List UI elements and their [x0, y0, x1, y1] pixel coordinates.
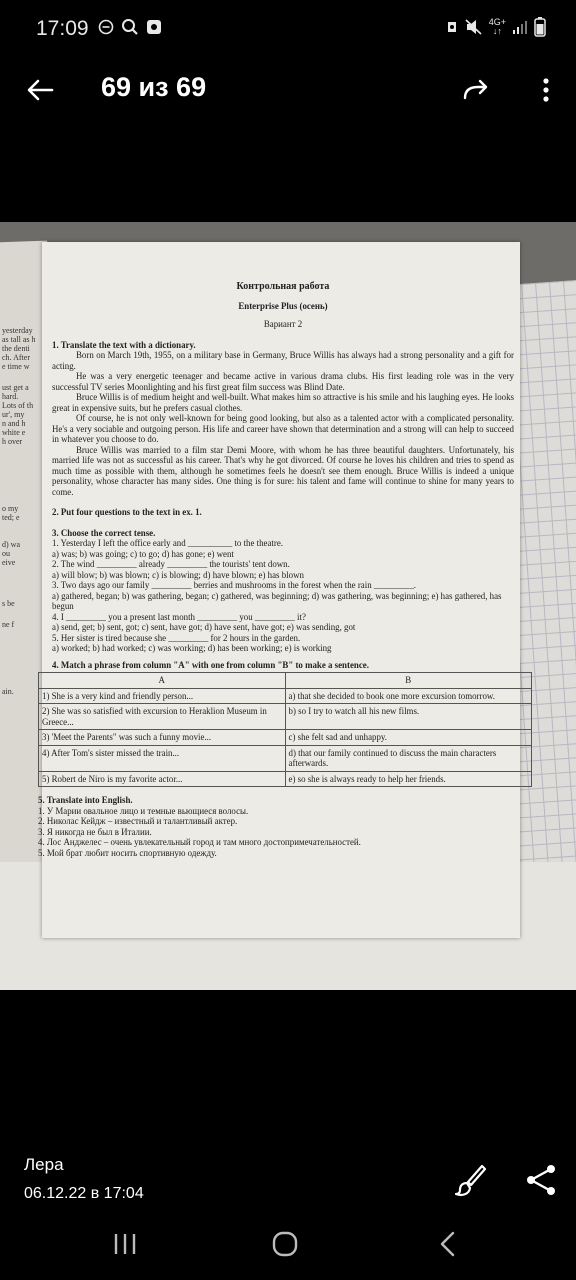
viewer-toolbar — [0, 60, 576, 120]
forward-arrow-icon — [462, 78, 490, 102]
chevron-left-icon — [438, 1231, 458, 1257]
exam-sheet — [38, 242, 520, 938]
alarm-icon — [445, 19, 459, 35]
system-navigation-bar — [0, 1205, 576, 1280]
column-header: A — [39, 673, 286, 689]
task1-paragraph: Bruce Willis was married to a film star Demi Moore, with whom he has three beautiful daughters. Unfortunately, his married life was not as successful as his career. That's why he got divorced. Of course he loves his children and tries to spend as much time as possible with them, although he sometimes feels he doesn't see them enough. Bruce Willis is indeed a unique personality, whose character has many sides. One thing is for sure: his talent and fame will continue to shine for many years to come. — [52, 444, 514, 497]
task3-line: 5. Her sister is tired because she _________ for 2 hours in the garden. — [52, 632, 301, 643]
task4-title: 4. Match a phrase from column "A" with one from column "B" to make a sentence. — [52, 659, 369, 670]
table-cell: 2) She was so satisfied with excursion to Heraklion Museum in Greece... — [39, 704, 286, 730]
task1-paragraph: He was a very energetic teenager and became active in various drama clubs. His first leading role was in the very successful TV series Moonlighting and his first great film success was Blind Date. — [52, 371, 514, 392]
task5-line: 2. Николас Кейдж – известный и талантливый актер. — [38, 816, 238, 826]
table-header-row — [39, 673, 532, 689]
task5-line: 4. Лос Анджелес – очень увлекательный город и там много достопримечательностей. — [38, 837, 361, 847]
table-row — [39, 730, 532, 746]
author-name: Лера — [24, 1155, 64, 1174]
task5-line: 3. Я никогда не был в Италии. — [38, 826, 152, 837]
document-subtitle: Enterprise Plus (осень) — [238, 300, 328, 311]
table-row — [39, 688, 532, 704]
share-icon — [524, 1162, 560, 1198]
task3-line: 3. Two days ago our family _________ berries and mushrooms in the forest when the rain _________. — [52, 580, 417, 590]
battery-icon — [534, 17, 546, 37]
task3-line: 2. The wind _________ already _________ the tourists' tent down. — [52, 559, 290, 569]
status-time: 17:09 — [36, 17, 89, 40]
table-row — [39, 704, 532, 730]
recent-apps-button[interactable] — [112, 1232, 138, 1256]
match-table — [38, 672, 532, 787]
background-text-scraps: yesterday as tall as h the denti ch. After e time w ust get a hard. Lots of th ur', my n and h white e h over o my ted; e d) wa ou eive s be ne f ain. — [2, 326, 36, 696]
task3-line: a) send, get; b) sent, got; c) sent, have got; d) have sent, have got; e) was sending, got — [52, 622, 356, 632]
back-button[interactable] — [22, 72, 58, 108]
draw-edit-button[interactable] — [452, 1162, 488, 1198]
task3-line: 4. I _________ you a present last month _________ you _________ it? — [52, 611, 306, 622]
more-vertical-icon — [542, 77, 550, 103]
document-title: Контрольная работа — [236, 281, 330, 292]
column-header: B — [285, 673, 532, 689]
task3-line: a) was; b) was going; c) to go; d) has gone; e) went — [52, 548, 234, 559]
task1-paragraph: Bruce Willis is of medium height and well-built. What makes him so attractive is his smile and his laughing eyes. He looks great in expensive suits, but he prefers casual clothes. — [52, 392, 514, 413]
arrow-left-icon — [26, 78, 54, 102]
task3-line: a) gathered, began; b) was gathering, began; c) gathered, was beginning; d) was gathering, was beginning; e) has gathered, has begun — [52, 590, 502, 611]
task3-line: a) will blow; b) was blown; c) is blowing; d) have blown; e) has blown — [52, 569, 304, 580]
network-type: 4G+ ↓↑ — [488, 17, 506, 36]
task5-line: 1. У Марии овальное лицо и темные вьющиеся волосы. — [38, 805, 249, 816]
table-cell: a) that she decided to book one more excursion tomorrow. — [285, 688, 532, 704]
signal-icon — [512, 19, 528, 35]
exam-content — [38, 281, 514, 858]
home-icon — [272, 1231, 298, 1257]
image-counter: 69 из 69 — [101, 72, 207, 102]
table-cell: 1) She is a very kind and friendly person... — [39, 688, 286, 704]
camera-app-icon — [146, 19, 162, 35]
task2-title: 2. Put four questions to the text in ex. 1. — [52, 507, 202, 517]
table-cell: e) so she is always ready to help her friends. — [285, 771, 532, 787]
forward-button[interactable] — [458, 72, 494, 108]
table-cell: d) that our family continued to discuss the main characters afterwards. — [285, 745, 532, 771]
task5-list — [38, 806, 514, 859]
status-left-icons — [98, 18, 162, 36]
table-cell: 5) Robert de Niro is my favorite actor... — [39, 771, 286, 787]
table-row — [39, 771, 532, 787]
home-button[interactable] — [272, 1231, 298, 1257]
document-variant: Вариант 2 — [263, 319, 303, 329]
table-cell: c) she felt sad and unhappy. — [285, 730, 532, 746]
recents-icon — [112, 1232, 138, 1256]
status-right-icons — [445, 17, 546, 37]
table-row — [39, 745, 532, 771]
table-cell: 3) 'Meet the Parents" was such a funny movie... — [39, 730, 286, 746]
search-icon — [121, 18, 139, 36]
task3-line: 1. Yesterday I left the office early and __________ to the theatre. — [52, 538, 284, 548]
task1-title: 1. Translate the text with a dictionary. — [52, 339, 196, 350]
table-cell: b) so I try to watch all his new films. — [285, 704, 532, 730]
task1-paragraph: Of course, he is not only well-known for being good looking, but also as a talented actor with a complicated personality. He's a very sociable and outgoing person. His life and career have shown that determination and a strong will can help to succeed in whatever you choose to do. — [52, 413, 514, 444]
task5-line: 5. Мой брат любит носить спортивную одежду. — [38, 847, 217, 858]
task3-title: 3. Choose the correct tense. — [52, 527, 156, 538]
task3-line: a) worked; b) had worked; c) was working; d) has been working; e) is working — [52, 643, 332, 653]
brush-icon — [452, 1162, 488, 1198]
do-not-disturb-icon — [98, 19, 114, 35]
more-options-button[interactable] — [532, 72, 560, 108]
photo-date: 06.12.22 в 17:04 — [24, 1185, 144, 1202]
task1-paragraph: Born on March 19th, 1955, on a military base in Germany, Bruce Willis has always had a strong personality and a gift for acting. — [52, 350, 514, 371]
table-cell: 4) After Tom's sister missed the train... — [39, 745, 286, 771]
photo-viewer-image[interactable] — [0, 222, 576, 990]
task5-title: 5. Translate into English. — [38, 795, 133, 805]
mute-icon — [465, 19, 483, 35]
share-button[interactable] — [524, 1162, 560, 1198]
system-back-button[interactable] — [438, 1231, 458, 1257]
status-bar — [0, 0, 576, 60]
photo-info — [24, 1155, 144, 1203]
